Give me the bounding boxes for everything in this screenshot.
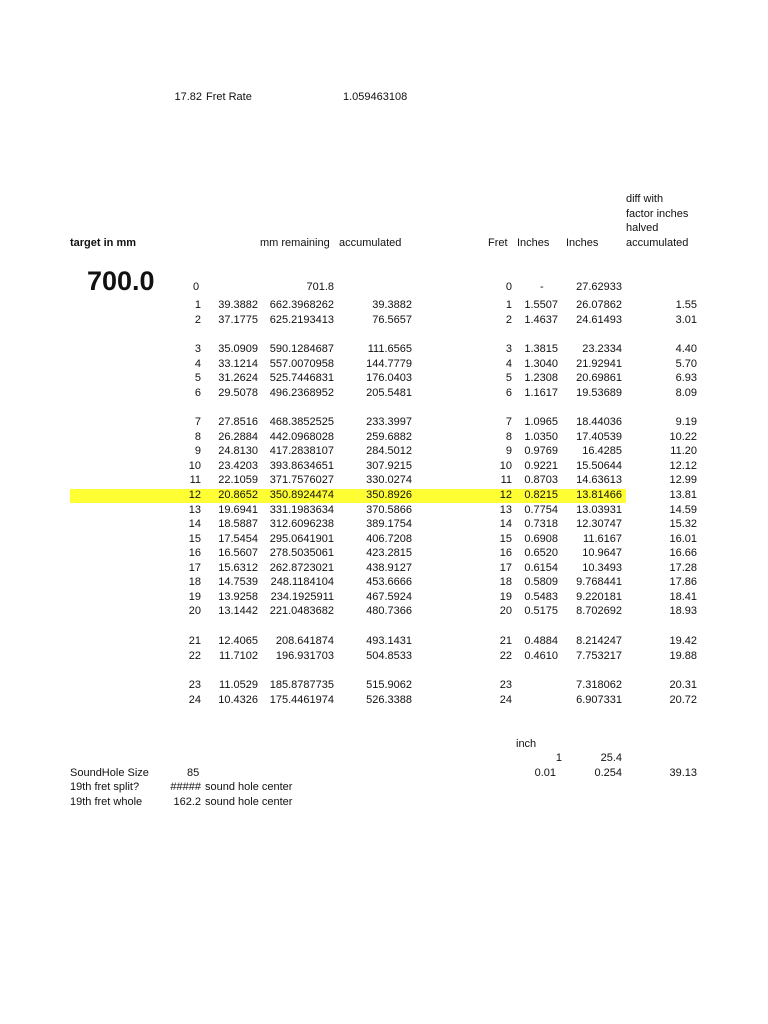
inches2-value: 15.50644 <box>576 459 622 472</box>
fret-number: 18 <box>188 576 201 588</box>
inches-value: 0.4610 <box>524 649 558 662</box>
fret-number-right: 16 <box>499 547 512 559</box>
inches2-value: 7.753217 <box>576 649 622 662</box>
fret-number: 23 <box>188 679 201 691</box>
inch-row2-c: 39.13 <box>669 767 697 779</box>
inches2-value: 8.214247 <box>576 635 622 647</box>
fret-number-right: 3 <box>505 343 512 355</box>
diff-value: 14.59 <box>669 503 697 516</box>
remaining-value: 496.2368952 <box>269 386 334 399</box>
diff-value: 20.72 <box>669 694 697 706</box>
inches-value: 0.6908 <box>524 532 558 545</box>
fret-number-right: 24 <box>499 694 512 706</box>
mm-value: 11.0529 <box>219 679 258 691</box>
mm-value: 27.8516 <box>218 416 258 428</box>
fret-number-right: 10 <box>499 459 512 472</box>
mm-value: 35.0909 <box>218 343 258 355</box>
mm-value: 33.1214 <box>218 357 258 370</box>
fret-number: 16 <box>188 547 201 559</box>
mm-value: 23.4203 <box>218 459 258 472</box>
fret-number: 17 <box>188 561 201 574</box>
accumulated-value: 76.5657 <box>372 314 412 326</box>
accumulated-value: 453.6666 <box>366 576 412 588</box>
fret-number-right: 1 <box>505 299 512 311</box>
fret-number-right: 8 <box>505 430 512 443</box>
fret19-whole-label: 19th fret whole <box>70 796 143 808</box>
remaining-value: 196.931703 <box>275 649 334 662</box>
fret-number-right: 5 <box>505 372 512 384</box>
inches-value: 0.9221 <box>524 459 558 472</box>
diff-header-line-1: diff with <box>626 193 664 205</box>
inches-value: 1.3815 <box>524 343 558 355</box>
accumulated-value: 423.2815 <box>366 547 412 559</box>
diff-value: 4.40 <box>675 343 697 355</box>
mm-value: 39.3882 <box>218 299 258 311</box>
mm-value: 31.2624 <box>218 372 258 384</box>
inches2-value: 20.69861 <box>576 372 622 384</box>
accumulated-value: 259.6882 <box>366 430 412 443</box>
accumulated-value: 389.1754 <box>366 518 412 530</box>
mm-value: 29.5078 <box>218 386 258 399</box>
mm-value: 13.9258 <box>218 590 258 603</box>
inch-row2-a: 0.01 <box>534 767 556 779</box>
fret-number: 13 <box>188 503 201 516</box>
fret0-left-number: 0 <box>193 281 200 293</box>
inches-value: 0.8703 <box>524 474 558 486</box>
diff-value: 9.19 <box>675 416 697 428</box>
fret19-whole-note: sound hole center <box>205 796 293 808</box>
inches-value: 0.5809 <box>524 576 558 588</box>
inch-row1-b: 25.4 <box>600 752 622 764</box>
accumulated-value: 504.8533 <box>366 649 412 662</box>
inches2-value: 13.81466 <box>576 489 622 501</box>
remaining-value: 590.1284687 <box>269 343 334 355</box>
inches2-value: 16.4285 <box>582 445 622 457</box>
inches2-value: 10.3493 <box>582 561 622 574</box>
remaining-value: 175.4461974 <box>269 694 334 706</box>
mm-value: 18.5887 <box>218 518 258 530</box>
mm-value: 12.4065 <box>218 635 258 647</box>
accumulated-value: 144.7779 <box>366 357 412 370</box>
diff-value: 12.12 <box>669 459 697 472</box>
fret-rate-label: Fret Rate <box>206 91 252 103</box>
fret0-inches2: 27.62933 <box>576 281 622 293</box>
fret-rate-value: 1.059463108 <box>343 91 408 103</box>
accumulated-value: 480.7366 <box>366 605 412 617</box>
inches-value: 1.3040 <box>524 357 558 370</box>
fret-number: 8 <box>194 430 201 443</box>
remaining-value: 557.0070958 <box>269 357 334 370</box>
remaining-value: 468.3852525 <box>269 416 334 428</box>
inches2-value: 13.03931 <box>576 503 622 516</box>
remaining-value: 331.1983634 <box>269 503 334 516</box>
fret-number-right: 11 <box>500 474 512 486</box>
diff-value: 13.81 <box>669 489 697 501</box>
fret-number-right: 22 <box>499 649 512 662</box>
fret-number-right: 9 <box>505 445 512 457</box>
inches-value: 0.7754 <box>524 503 558 516</box>
inches-value: 1.2308 <box>524 372 558 384</box>
accumulated-value: 350.8926 <box>366 489 412 501</box>
fret0-right-number: 0 <box>505 281 512 293</box>
fret-number: 19 <box>188 590 201 603</box>
mm-value: 11.7102 <box>219 649 258 662</box>
diff-value: 1.55 <box>675 299 697 311</box>
inches-value: 0.6520 <box>524 547 558 559</box>
inches2-value: 26.07862 <box>576 299 622 311</box>
inches-header-2: Inches <box>566 237 599 249</box>
diff-value: 8.09 <box>675 386 697 399</box>
inch-row2-b: 0.254 <box>594 767 622 779</box>
fret-number: 7 <box>194 416 201 428</box>
fret-number: 2 <box>194 314 201 326</box>
inches2-value: 18.44036 <box>576 416 622 428</box>
mm-value: 24.8130 <box>218 445 258 457</box>
remaining-value: 442.0968028 <box>269 430 334 443</box>
fret-number: 4 <box>194 357 201 370</box>
inches-value: 0.9769 <box>524 445 558 457</box>
inches2-value: 9.768441 <box>576 576 622 588</box>
inches2-value: 17.40539 <box>576 430 622 443</box>
fret-number: 21 <box>188 635 201 647</box>
diff-value: 12.99 <box>669 474 697 486</box>
accumulated-value: 406.7208 <box>366 532 412 545</box>
fret19-split-value: ##### <box>170 781 201 793</box>
fret-number-right: 23 <box>499 679 512 691</box>
remaining-value: 208.641874 <box>275 635 334 647</box>
accumulated-value: 526.3388 <box>366 694 412 706</box>
remaining-value: 371.7576027 <box>269 474 334 486</box>
soundhole-value: 85 <box>187 767 200 779</box>
diff-value: 18.93 <box>669 605 697 617</box>
accumulated-value: 467.5924 <box>366 590 412 603</box>
mm-value: 26.2884 <box>218 430 258 443</box>
diff-value: 19.88 <box>669 649 697 662</box>
fret19-split-note: sound hole center <box>205 781 293 793</box>
accumulated-value: 330.0274 <box>366 474 412 486</box>
fret-number-right: 15 <box>499 532 512 545</box>
diff-value: 10.22 <box>669 430 697 443</box>
remaining-value: 185.8787735 <box>269 679 334 691</box>
diff-header-line-2: factor inches <box>626 207 689 220</box>
inches-value: 1.0350 <box>524 430 558 443</box>
remaining-value: 393.8634651 <box>269 459 334 472</box>
accumulated-value: 493.1431 <box>366 635 412 647</box>
accumulated-header: accumulated <box>339 237 402 249</box>
fret-number: 5 <box>194 372 201 384</box>
fret-number-right: 7 <box>505 416 512 428</box>
diff-value: 11.20 <box>670 445 697 457</box>
accumulated-value: 515.9062 <box>366 679 412 691</box>
fret-number: 1 <box>194 299 201 311</box>
fret0-remaining: 701.8 <box>306 281 334 293</box>
diff-header-line-3: halved <box>626 222 659 234</box>
remaining-value: 312.6096238 <box>269 518 334 530</box>
diff-value: 15.32 <box>669 518 697 530</box>
diff-value: 20.31 <box>669 679 697 691</box>
fret-number-right: 6 <box>505 386 512 399</box>
fret-number: 12 <box>188 489 201 501</box>
fret-number-right: 18 <box>499 576 512 588</box>
inches2-value: 21.92941 <box>576 357 622 370</box>
remaining-value: 278.5035061 <box>269 547 334 559</box>
inches-value: 0.7318 <box>524 518 558 530</box>
accumulated-value: 176.0403 <box>366 372 412 384</box>
remaining-value: 525.7446831 <box>269 372 334 384</box>
fret19-split-label: 19th fret split? <box>70 781 140 793</box>
inch-label: inch <box>516 738 537 750</box>
soundhole-label: SoundHole Size <box>70 767 149 779</box>
diff-value: 5.70 <box>675 357 697 370</box>
remaining-value: 662.3968262 <box>269 299 334 311</box>
inches-value: 0.5175 <box>524 605 558 617</box>
inches2-value: 7.318062 <box>576 679 622 691</box>
inches-header: Inches <box>517 237 550 249</box>
scale-value: 17.82 <box>174 91 202 103</box>
inches2-value: 8.702692 <box>576 605 622 617</box>
diff-value: 16.01 <box>669 532 697 545</box>
fret-number-right: 14 <box>499 518 512 530</box>
remaining-value: 625.2193413 <box>269 314 334 326</box>
fret-number: 9 <box>194 445 201 457</box>
accumulated-value: 39.3882 <box>372 299 412 311</box>
accumulated-value: 438.9127 <box>366 561 412 574</box>
inches2-value: 19.53689 <box>576 386 622 399</box>
fret-number-right: 12 <box>499 489 512 501</box>
target-value: 700.0 <box>87 266 155 296</box>
fret-number: 15 <box>188 532 201 545</box>
fret-number: 10 <box>188 459 201 472</box>
fret-number: 6 <box>194 386 201 399</box>
fret-number-right: 4 <box>505 357 512 370</box>
diff-value: 16.66 <box>669 547 697 559</box>
inches2-value: 14.63613 <box>576 474 622 486</box>
inches2-value: 12.30747 <box>576 518 622 530</box>
remaining-value: 350.8924474 <box>269 489 334 501</box>
diff-value: 17.28 <box>669 561 697 574</box>
fret-number: 14 <box>188 518 201 530</box>
accumulated-value: 233.3997 <box>366 416 412 428</box>
diff-value: 6.93 <box>675 372 697 384</box>
inch-row1-a: 1 <box>555 752 562 764</box>
mm-value: 19.6941 <box>218 503 258 516</box>
mm-remaining-header: mm remaining <box>260 237 330 249</box>
fret-number: 24 <box>188 694 201 706</box>
fret-number: 11 <box>189 474 201 486</box>
mm-value: 15.6312 <box>218 561 258 574</box>
accumulated-value: 370.5866 <box>366 503 412 516</box>
inches-value: 1.1617 <box>524 386 558 399</box>
fret-number-right: 19 <box>499 590 512 603</box>
mm-value: 13.1442 <box>218 605 258 617</box>
inches2-value: 11.6167 <box>583 532 622 545</box>
accumulated-value: 111.6565 <box>367 343 412 355</box>
inches2-value: 24.61493 <box>576 314 622 326</box>
mm-value: 37.1775 <box>218 314 258 326</box>
fret-number-right: 17 <box>499 561 512 574</box>
inches-value: 1.5507 <box>524 299 558 311</box>
mm-value: 16.5607 <box>218 547 258 559</box>
fret-number-right: 13 <box>499 503 512 516</box>
inches-value: 0.4884 <box>524 635 558 647</box>
diff-value: 17.86 <box>669 576 697 588</box>
remaining-value: 262.8723021 <box>269 561 334 574</box>
inches-value: 0.5483 <box>524 590 558 603</box>
remaining-value: 295.0641901 <box>269 532 334 545</box>
remaining-value: 248.1184104 <box>270 576 334 588</box>
inches2-value: 9.220181 <box>576 590 622 603</box>
fret-header: Fret <box>488 237 508 249</box>
target-header: target in mm <box>70 237 137 249</box>
diff-value: 18.41 <box>669 590 697 603</box>
fret0-inches: - <box>540 281 544 293</box>
diff-header-line-4: accumulated <box>626 237 689 249</box>
mm-value: 22.1059 <box>218 474 258 486</box>
accumulated-value: 307.9215 <box>366 459 412 472</box>
inches2-value: 6.907331 <box>576 694 622 706</box>
remaining-value: 221.0483682 <box>269 605 334 617</box>
fret-number: 3 <box>194 343 201 355</box>
inches-value: 1.4637 <box>524 314 558 326</box>
accumulated-value: 284.5012 <box>366 445 412 457</box>
inches-value: 1.0965 <box>524 416 558 428</box>
inches2-value: 10.9647 <box>582 547 622 559</box>
accumulated-value: 205.5481 <box>366 386 412 399</box>
mm-value: 17.5454 <box>218 532 258 545</box>
fret-number: 20 <box>188 605 201 617</box>
remaining-value: 234.1925911 <box>270 590 334 603</box>
fret-number-right: 2 <box>505 314 512 326</box>
inches-value: 0.8215 <box>524 489 558 501</box>
mm-value: 14.7539 <box>218 576 258 588</box>
mm-value: 20.8652 <box>218 489 258 501</box>
fret19-whole-value: 162.2 <box>173 796 201 808</box>
diff-value: 19.42 <box>669 635 697 647</box>
inches2-value: 23.2334 <box>582 343 622 355</box>
fret-number-right: 21 <box>499 635 512 647</box>
remaining-value: 417.2838107 <box>269 445 334 457</box>
fret-number: 22 <box>188 649 201 662</box>
inches-value: 0.6154 <box>524 561 558 574</box>
fret-number-right: 20 <box>499 605 512 617</box>
mm-value: 10.4326 <box>218 694 258 706</box>
diff-value: 3.01 <box>675 314 697 326</box>
